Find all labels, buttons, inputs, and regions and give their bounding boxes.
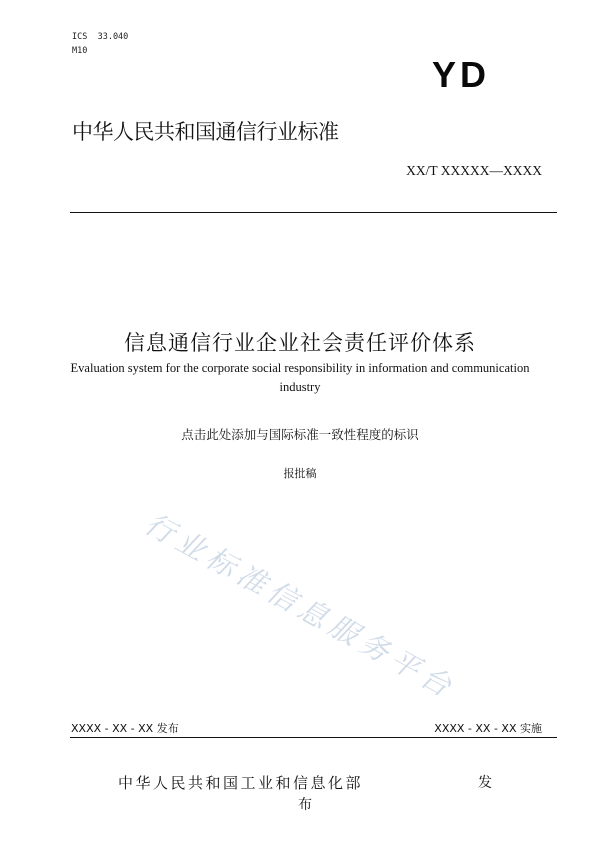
release-date: XXXX - XX - XX 发布: [71, 722, 179, 735]
footer-divider: [70, 737, 557, 738]
issuer-suffix-bu: 布: [298, 797, 312, 813]
classification-codes: [72, 30, 128, 58]
header-divider: [70, 212, 557, 213]
watermark: 行业标准信息服务平台: [139, 506, 462, 706]
standard-category: 中华人民共和国通信行业标准: [72, 120, 339, 144]
draft-stage: 报批稿: [283, 467, 317, 480]
ccs-code: M10: [72, 46, 88, 56]
document-title-chinese: 信息通信行业企业社会责任评价体系: [124, 331, 476, 355]
issuer-suffix-fa: 发: [478, 775, 492, 791]
ics-code: ICS 33.040: [72, 32, 129, 42]
implement-date: XXXX - XX - XX 实施: [434, 722, 542, 735]
yd-logo: YD: [432, 54, 491, 95]
issuer-name: 中华人民共和国工业和信息化部: [118, 774, 364, 792]
document-title-english: Evaluation system for the corporate social responsibility in information and communication industry: [70, 361, 530, 394]
standard-number: XX/T XXXXX—XXXX: [406, 163, 542, 178]
consistency-note: 点击此处添加与国际标准一致性程度的标识: [181, 427, 419, 442]
